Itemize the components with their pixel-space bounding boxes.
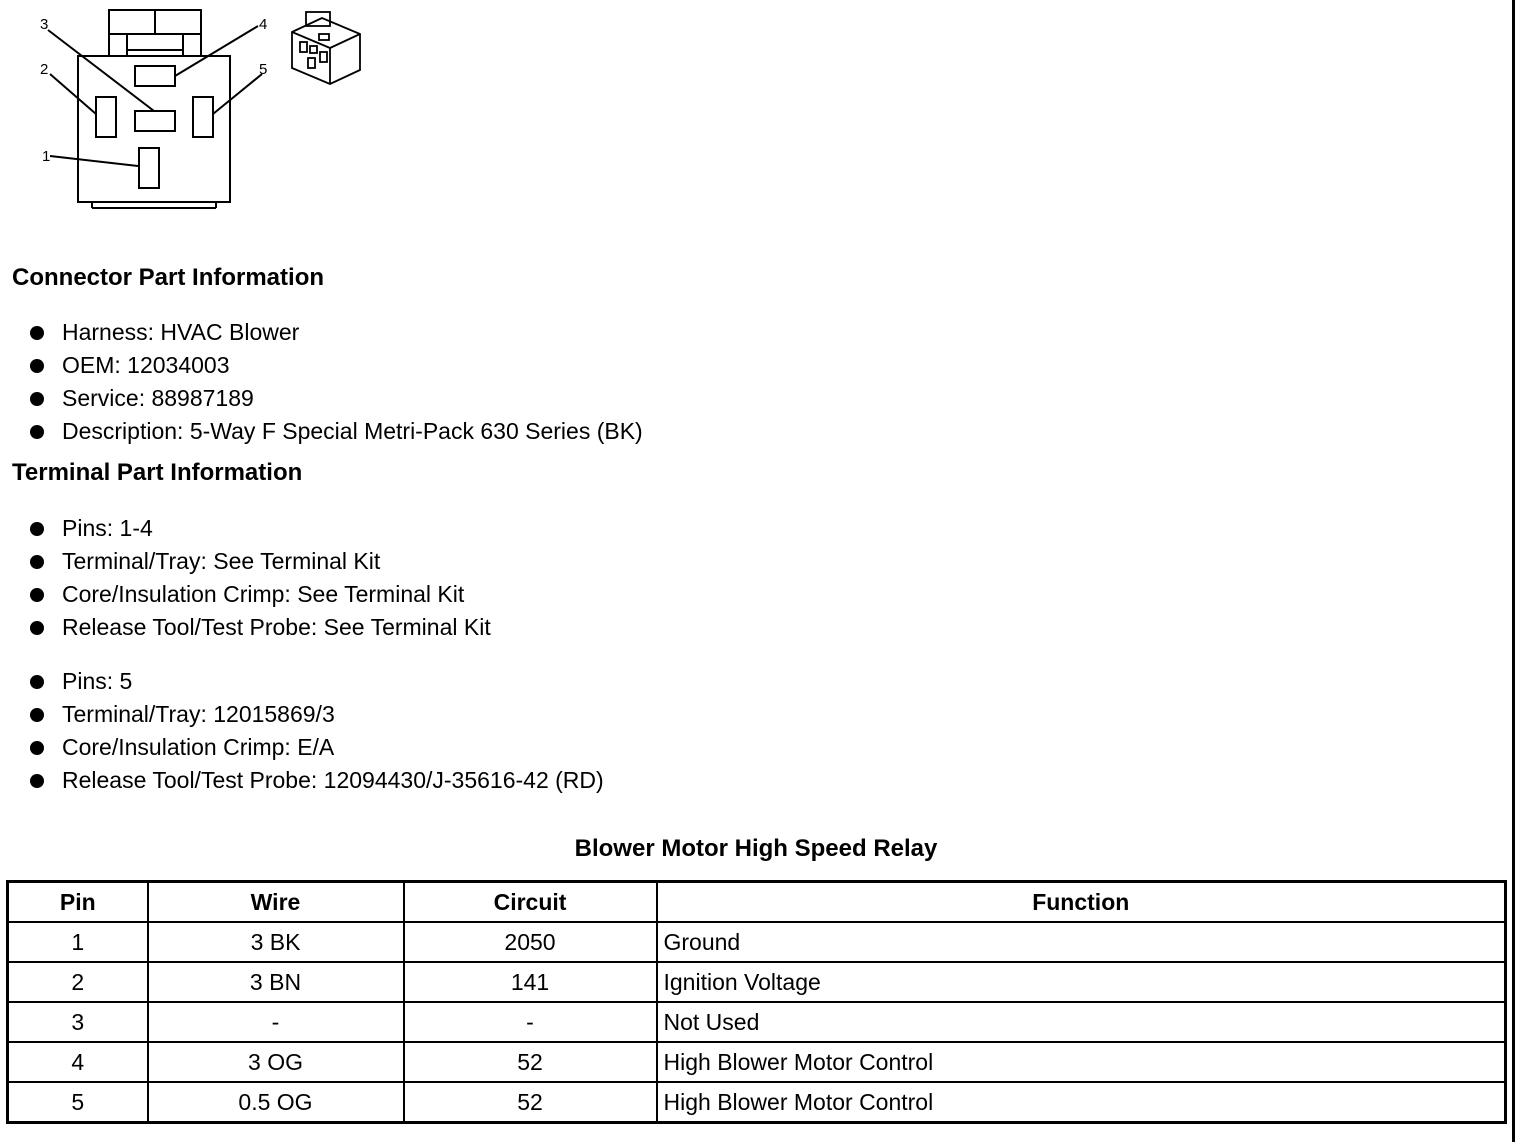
cell-circuit: - [404, 1002, 657, 1042]
list-item: Release Tool/Test Probe: See Terminal Kit [28, 611, 491, 644]
bullet-icon [30, 392, 44, 406]
cell-function: Ground [657, 922, 1506, 962]
bullet-icon [30, 425, 44, 439]
bullet-icon [30, 621, 44, 635]
bullet-icon [30, 588, 44, 602]
callout-3: 3 [40, 16, 49, 33]
callout-4: 4 [259, 16, 268, 33]
callout-5: 5 [259, 61, 268, 78]
table-row [8, 1002, 1506, 1042]
cavity-5 [193, 97, 213, 137]
bullet-icon [30, 555, 44, 569]
cell-pin: 5 [8, 1082, 148, 1123]
table-row [8, 922, 1506, 962]
page-right-rule [1512, 0, 1515, 1142]
terminal-info-heading: Terminal Part Information [12, 459, 303, 486]
list-item: Release Tool/Test Probe: 12094430/J-35616-42 (RD) [28, 764, 604, 797]
cell-wire: 0.5 OG [148, 1082, 404, 1123]
bullet-icon [30, 741, 44, 755]
list-item: Description: 5-Way F Special Metri-Pack 630 Series (BK) [28, 415, 643, 448]
list-item: Core/Insulation Crimp: See Terminal Kit [28, 578, 491, 611]
header-function: Function [657, 882, 1506, 923]
connector-info-list [28, 316, 643, 448]
table-title: Blower Motor High Speed Relay [574, 835, 938, 862]
header-circuit: Circuit [404, 882, 657, 923]
cell-wire: 3 OG [148, 1042, 404, 1082]
table-header-row [8, 882, 1506, 923]
pinout-table [6, 880, 1507, 1124]
bullet-icon [30, 708, 44, 722]
cell-circuit: 52 [404, 1082, 657, 1123]
bullet-icon [30, 359, 44, 373]
list-item: Core/Insulation Crimp: E/A [28, 731, 604, 764]
list-item: Terminal/Tray: See Terminal Kit [28, 545, 491, 578]
bullet-icon [30, 522, 44, 536]
cell-circuit: 2050 [404, 922, 657, 962]
list-item: Harness: HVAC Blower [28, 316, 643, 349]
cavity-4 [135, 66, 175, 86]
header-wire: Wire [148, 882, 404, 923]
cell-pin: 4 [8, 1042, 148, 1082]
cell-circuit: 52 [404, 1042, 657, 1082]
connector-iso-icon [292, 12, 360, 84]
table-row [8, 1082, 1506, 1123]
cell-pin: 2 [8, 962, 148, 1002]
cell-wire: - [148, 1002, 404, 1042]
callout-1: 1 [42, 148, 51, 165]
cell-function: High Blower Motor Control [657, 1082, 1506, 1123]
list-item: Pins: 5 [28, 665, 604, 698]
connector-info-heading: Connector Part Information [12, 264, 325, 291]
list-item: Pins: 1-4 [28, 512, 491, 545]
list-item: Service: 88987189 [28, 382, 643, 415]
cavity-2 [96, 97, 116, 137]
connector-diagram [30, 4, 370, 214]
cell-function: High Blower Motor Control [657, 1042, 1506, 1082]
cell-pin: 1 [8, 922, 148, 962]
cell-wire: 3 BK [148, 922, 404, 962]
callout-2: 2 [40, 61, 49, 78]
cavity-1 [139, 148, 159, 188]
cell-function: Ignition Voltage [657, 962, 1506, 1002]
list-item: OEM: 12034003 [28, 349, 643, 382]
bullet-icon [30, 326, 44, 340]
bullet-icon [30, 774, 44, 788]
cell-pin: 3 [8, 1002, 148, 1042]
terminal-group-1-list [28, 512, 491, 644]
header-pin: Pin [8, 882, 148, 923]
cavity-3 [135, 111, 175, 131]
bullet-icon [30, 675, 44, 689]
list-item: Terminal/Tray: 12015869/3 [28, 698, 604, 731]
cell-wire: 3 BN [148, 962, 404, 1002]
table-row [8, 1042, 1506, 1082]
cell-circuit: 141 [404, 962, 657, 1002]
terminal-group-2-list [28, 665, 604, 797]
cell-function: Not Used [657, 1002, 1506, 1042]
table-row [8, 962, 1506, 1002]
